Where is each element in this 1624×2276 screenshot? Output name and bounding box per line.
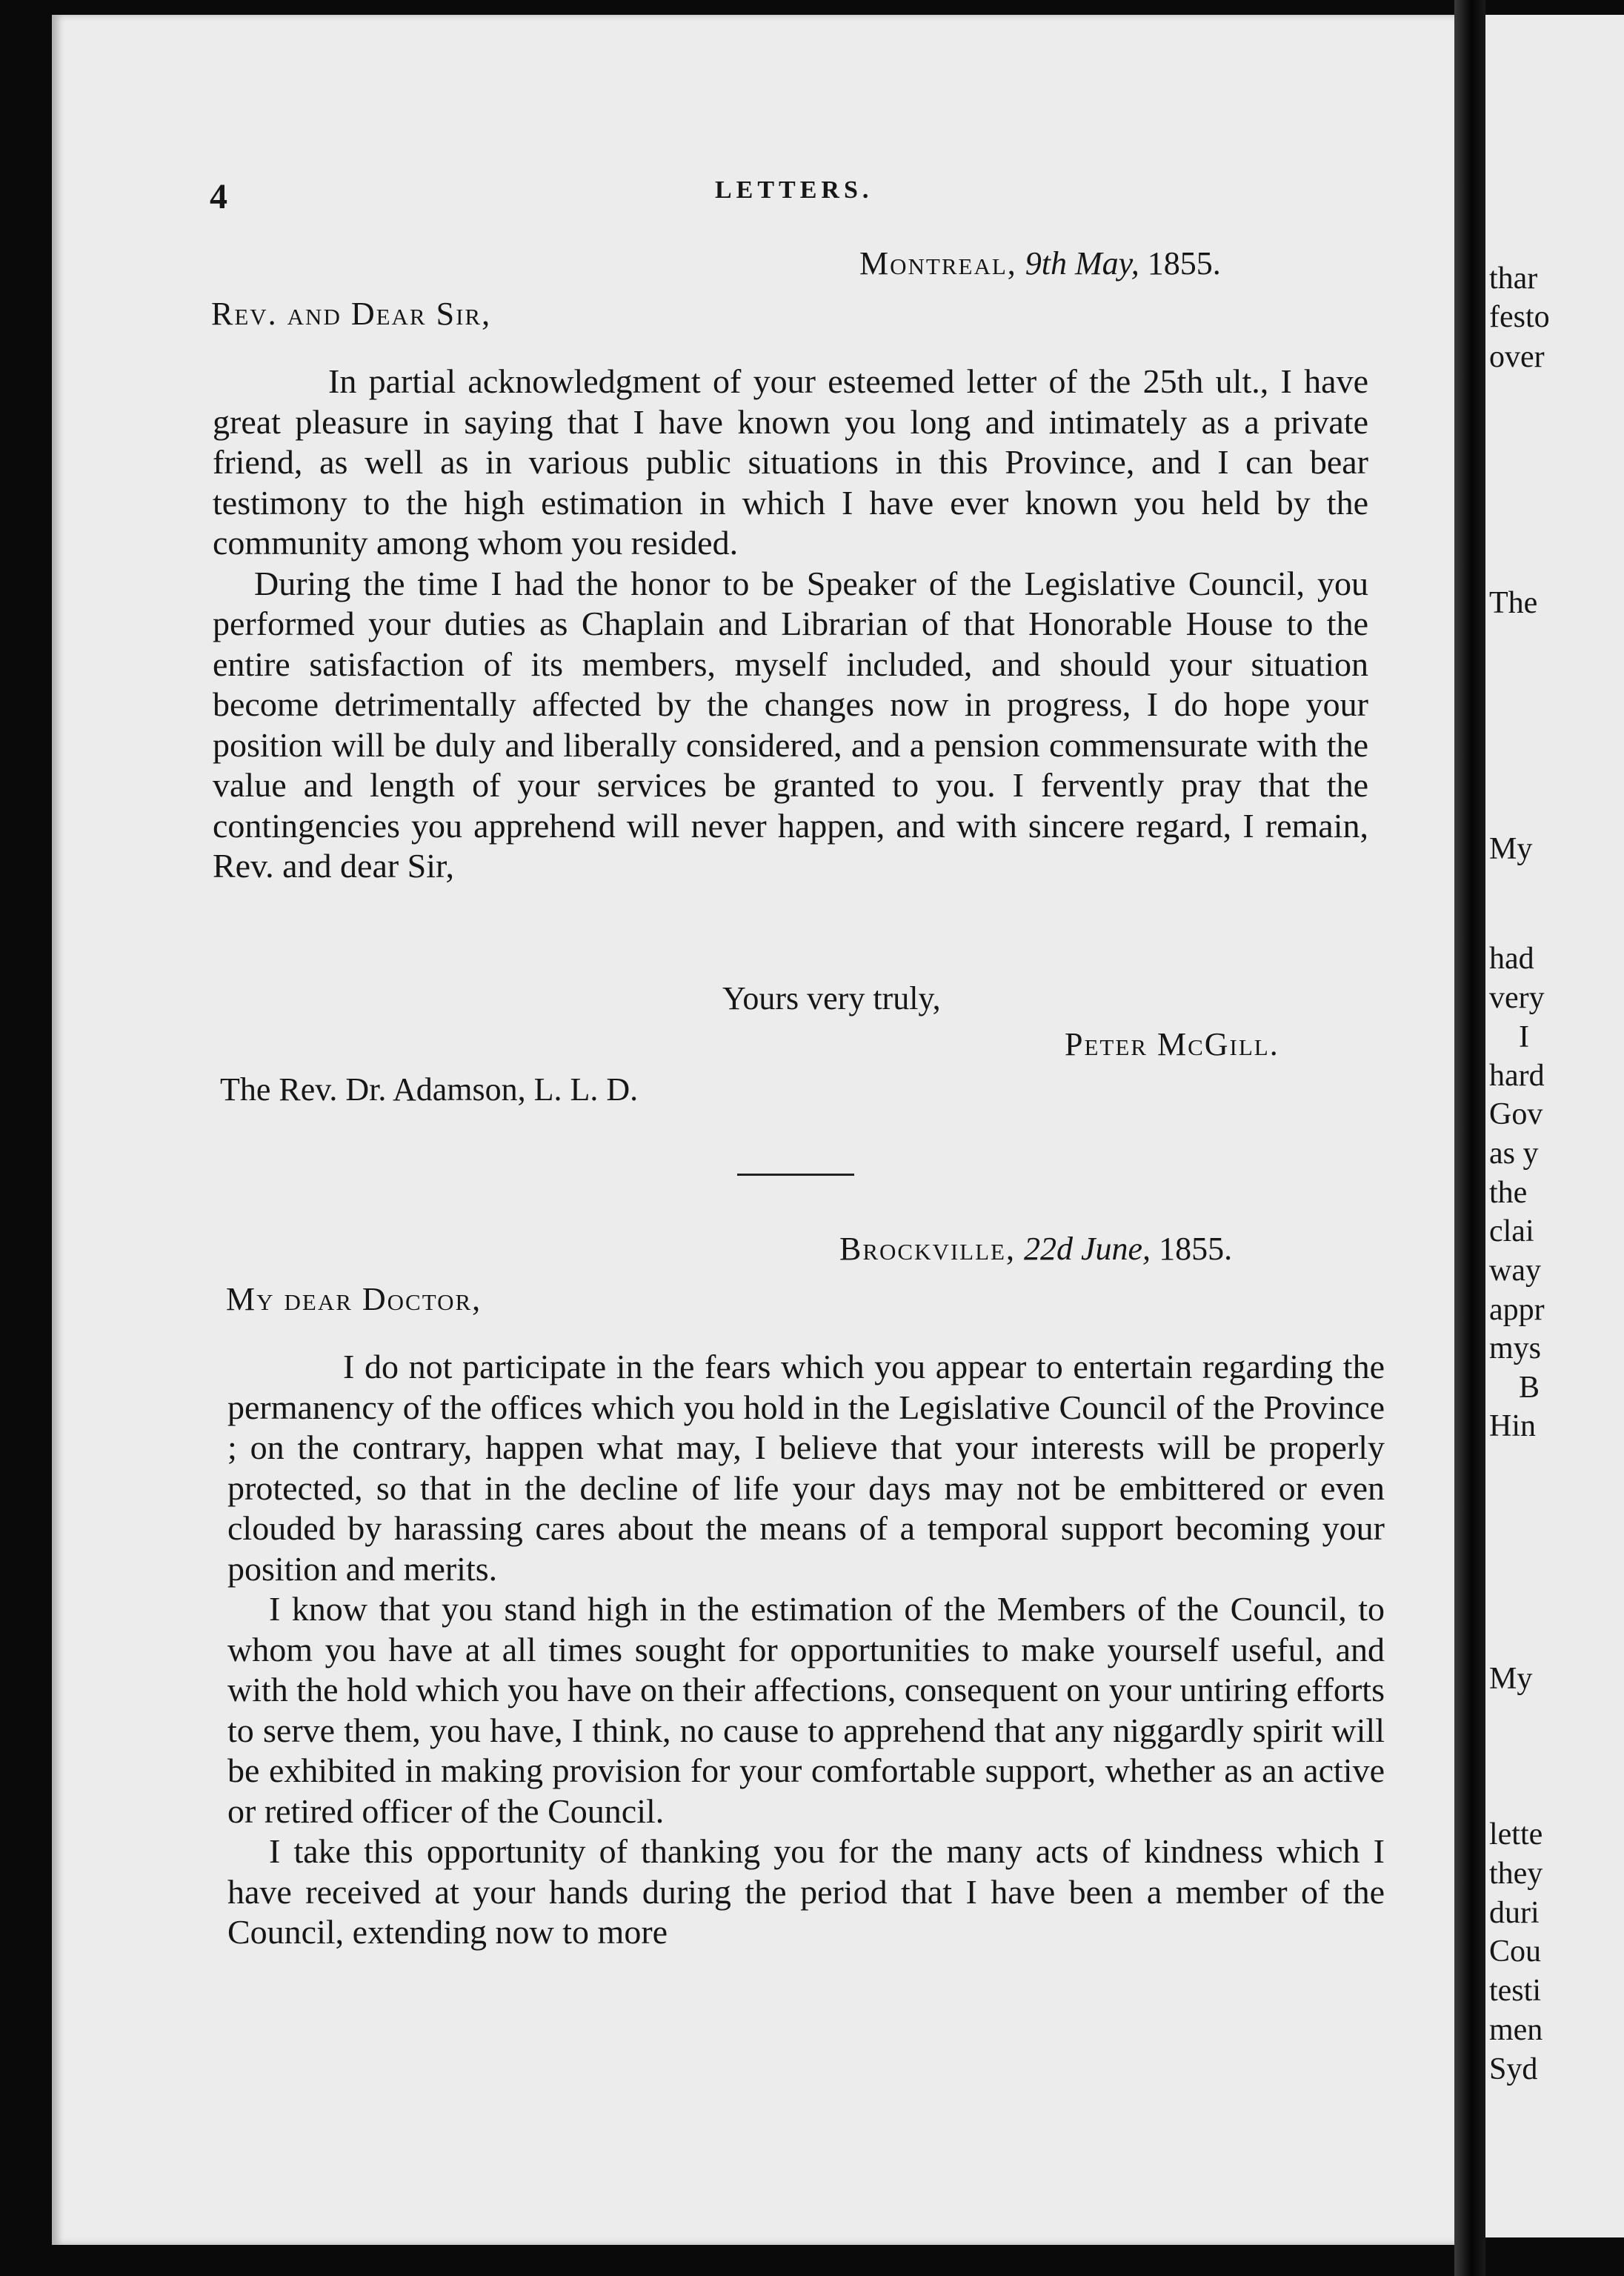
facing-fragment: the: [1489, 1176, 1528, 1210]
letter2-paragraph-2: I know that you stand high in the estimation of the Members of the Council, to whom you have at all times sought for opportunities to make yourself useful, and with the hold which you have on their affections, consequent on your untiring efforts to serve them, you have, I think, no cause to apprehend that any niggardly spirit will be exhibited in making provision for your comfortable support, whether as an active or retired officer of the Council.: [227, 1590, 1385, 1830]
book-gutter: [1454, 0, 1485, 2276]
facing-page: [1485, 15, 1624, 2237]
letter1-month: May,: [1075, 245, 1139, 282]
letter1-dateline: [859, 244, 1221, 282]
facing-fragment: My: [1489, 1662, 1533, 1696]
letter2-salutation: My dear Doctor,: [226, 1281, 482, 1317]
letter1-body: [213, 362, 1368, 887]
facing-fragment: Gov: [1489, 1097, 1543, 1131]
facing-fragment: B: [1519, 1371, 1540, 1405]
facing-fragment: very: [1489, 981, 1545, 1015]
facing-fragment: testi: [1489, 1974, 1541, 2008]
letter1-addressee: The Rev. Dr. Adamson, L. L. D.: [220, 1071, 639, 1108]
letter2-dateline: [839, 1230, 1232, 1268]
facing-fragment: The: [1489, 586, 1538, 620]
letter1-paragraph-1: In partial acknowledgment of your esteemed letter of the 25th ult., I have great pleasure in saying that I have known you long and intimately as a private friend, as well as in various public situations in this Province, and I can bear testimony to the high estimation in which I have ever known you held by the community among whom you resided.: [213, 362, 1368, 562]
letter1-signature: Peter McGill.: [1065, 1026, 1279, 1062]
letter1-city: Montreal,: [859, 245, 1017, 282]
facing-fragment: Cou: [1489, 1934, 1542, 1969]
letter1-paragraph-2: During the time I had the honor to be Speaker of the Legislative Council, you performed your duties as Chaplain and Librarian of that Honorable House to the entire satisfaction of its members, myself included, and should your situation become detrimentally affected by the changes now in progress, I do hope your position will be duly and liberally considered, and a pension commensurate with the value and length of your services be granted to you. I fervently pray that the contingencies you apprehend will never happen, and with sincere regard, I remain, Rev. and dear Sir,: [213, 564, 1368, 885]
letter2-paragraph-1: I do not participate in the fears which you appear to entertain regarding the permanency of the offices which you hold in the Legislative Council of the Province ; on the contrary, happen what may, I believe that your interests will be properly protected, so that in the decline of life your days may not be embittered or even clouded by harassing cares about the means of a temporal support becoming your position and merits.: [227, 1348, 1385, 1588]
facing-fragment: hard: [1489, 1059, 1545, 1093]
page-number: 4: [210, 177, 227, 216]
letter1-salutation: Rev. and Dear Sir,: [211, 296, 492, 332]
facing-fragment: lette: [1489, 1817, 1543, 1851]
letter2-day: 22d: [1024, 1231, 1073, 1267]
section-divider: [737, 1174, 854, 1176]
facing-fragment: way: [1489, 1254, 1541, 1288]
facing-fragment: My: [1489, 832, 1533, 866]
facing-fragment: men: [1489, 2013, 1543, 2047]
facing-fragment: duri: [1489, 1896, 1540, 1930]
facing-fragment: they: [1489, 1857, 1543, 1891]
letter1-closing: Yours very truly,: [722, 980, 941, 1016]
facing-fragment: Hin: [1489, 1409, 1536, 1443]
letter1-year: 1855.: [1147, 245, 1221, 282]
facing-fragment: clai: [1489, 1214, 1534, 1248]
facing-fragment: over: [1489, 340, 1545, 374]
facing-fragment: festo: [1489, 300, 1550, 334]
letter2-body: [227, 1347, 1385, 1953]
facing-fragment: as y: [1489, 1137, 1539, 1171]
facing-fragment: had: [1489, 942, 1534, 976]
letter2-month: June,: [1081, 1231, 1151, 1267]
facing-fragment: Syd: [1489, 2052, 1538, 2086]
facing-fragment: I: [1519, 1020, 1529, 1054]
letter2-year: 1855.: [1159, 1231, 1233, 1267]
letter2-paragraph-3: I take this opportunity of thanking you for the many acts of kindness which I have received at your hands during the period that I have been a member of the Council, extending now to more: [227, 1832, 1385, 1951]
facing-fragment: appr: [1489, 1293, 1545, 1327]
letter2-city: Brockville,: [839, 1231, 1016, 1267]
facing-fragment: mys: [1489, 1331, 1542, 1365]
letter1-day: 9th: [1025, 245, 1068, 282]
facing-fragment: thar: [1489, 262, 1538, 296]
running-head: LETTERS.: [715, 176, 873, 204]
